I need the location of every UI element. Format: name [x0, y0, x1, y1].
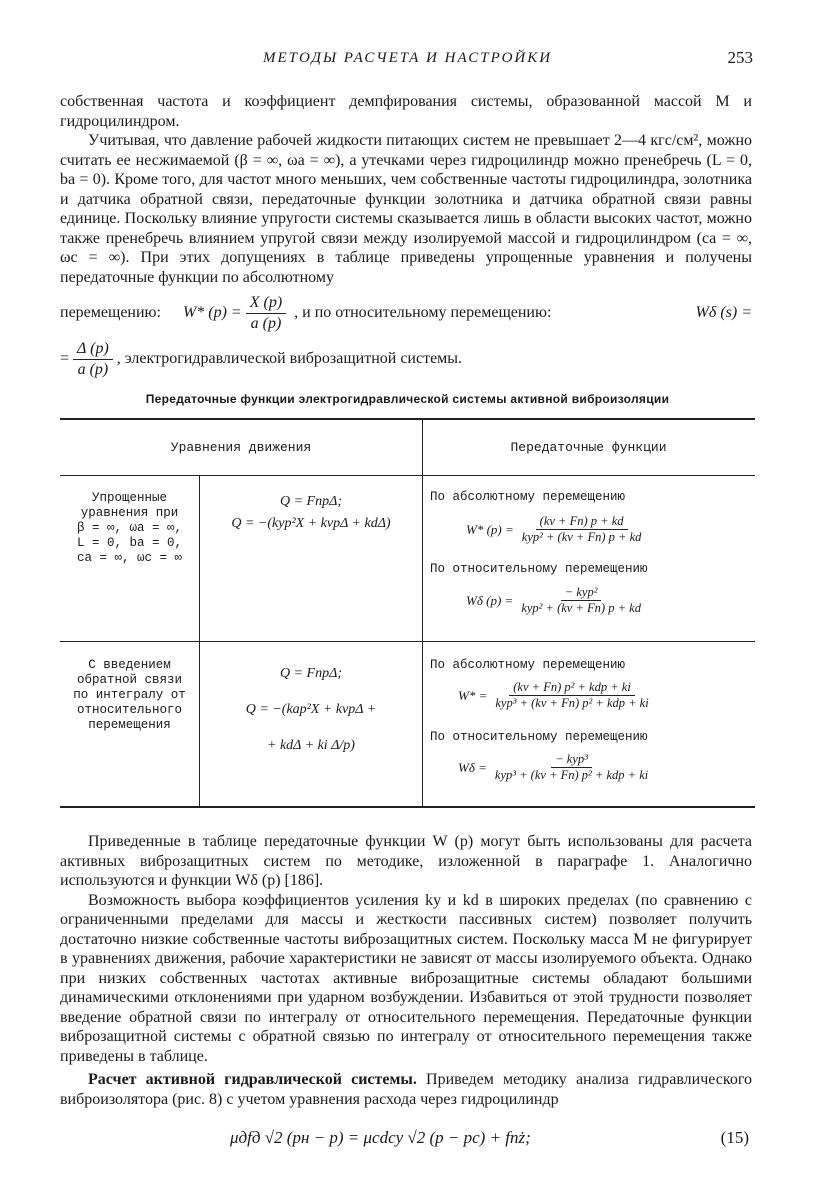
page-header: [60, 48, 755, 72]
tf-numerator: − kyp³: [551, 752, 592, 768]
intro-text: [60, 92, 752, 385]
cond-line: ca = ∞, ωc = ∞: [76, 551, 183, 565]
cond-line: перемещения: [88, 718, 171, 732]
cond-line: по интегралу от: [73, 688, 186, 702]
rel-equals: =: [60, 350, 70, 368]
col-divider-2: [422, 475, 423, 806]
row2-conditions: [60, 658, 199, 733]
cond-line: обратной связи: [76, 673, 183, 687]
row1-conditions: [60, 491, 199, 566]
equation-15: [60, 1124, 755, 1154]
cond-line: уравнения при: [80, 506, 179, 520]
intro-line: собственная частота и коэффициент демпфирования системы, образованной массой M и гидроцилиндром.: [60, 93, 752, 130]
cond-line: β = ∞, ωa = ∞,: [76, 521, 183, 535]
cond-line: С введением: [88, 658, 171, 672]
equation-15-number: (15): [720, 1128, 749, 1147]
row2-rel-formula: [458, 752, 656, 783]
tf-lhs: W* (p) =: [466, 521, 514, 537]
row1-abs-label: По абсолютному перемещению: [430, 490, 626, 504]
tf-numerator: (kv + Fп) p² + kdp + ki: [509, 680, 635, 696]
row2-rel-label: По относительному перемещению: [430, 730, 648, 744]
tf-denominator: kyp² + (kv + Fп) p + kd: [521, 530, 642, 544]
equation-15-formula: μдfд √2 (pн − p) = μcdcy √2 (p − pc) + fпż;: [230, 1128, 531, 1147]
section-heading: Расчет активной гидравлической системы.: [88, 1071, 417, 1088]
tf-lhs: Wδ (p) =: [466, 592, 514, 608]
tf-fraction: [517, 585, 645, 616]
paragraph-gain-selection: Возможность выбора коэффициентов усиления ky и kd в широких пределах (по сравнению с ограниченными пределами для массы и жесткости пассивных систем) позволяет получить достаточно низкие собственные частоты виброзащитных систем. Поскольку масса M не фигурирует в уравнениях движения, рабочие характеристики не зависят от массы изолируемого объекта. Однако при низких собственных частотах активные виброзащитные системы обладают большими динамическими отклонениями при ударном возбуждении. Избавиться от этой трудности позволяет введение обратной связи по интегралу от относительного перемещения. Передаточные функции виброзащитной системы с обратной связью по интегралу от относительного перемещения также приведены в таблице.: [60, 891, 752, 1065]
running-title: МЕТОДЫ РАСЧЕТА И НАСТРОЙКИ: [262, 50, 553, 66]
abs-fraction: [246, 293, 286, 333]
rel-denominator: a (p): [77, 360, 109, 378]
row2-abs-formula: [458, 680, 657, 711]
abs-mid: , и по относительному перемещению:: [294, 304, 552, 322]
row1-rel-formula: [466, 585, 649, 616]
equation: Q = −(kap²X + kvpΔ +: [245, 702, 377, 717]
table-row-divider: [60, 641, 755, 642]
rel-suffix: , электрогидравлической виброзащитной системы.: [116, 350, 463, 368]
table-bottom-rule: [60, 806, 755, 808]
rel-definition: [60, 339, 752, 379]
equation: Q = −(kyp²X + kvpΔ + kdΔ): [231, 516, 391, 531]
paragraph-hydraulic-calc: [60, 1070, 752, 1109]
row2-equations: [200, 656, 422, 764]
header-equations: Уравнения движения: [170, 440, 312, 455]
tf-fraction: [518, 514, 646, 545]
tf-lhs: W* =: [458, 687, 488, 703]
row1-rel-label: По относительному перемещению: [430, 562, 648, 576]
rel-fraction: [73, 339, 113, 379]
row1-equations: [200, 491, 422, 535]
abs-denominator: a (p): [250, 314, 282, 332]
tf-denominator: kyp² + (kv + Fп) p + kd: [521, 601, 641, 615]
page-number: 253: [727, 48, 753, 67]
tf-fraction: [491, 680, 652, 711]
tf-numerator: − kyp²: [561, 585, 602, 601]
cond-line: L = 0, ba = 0,: [76, 536, 183, 550]
row2-abs-label: По абсолютному перемещению: [430, 658, 626, 672]
transfer-definition: [60, 293, 752, 333]
header-transfer: Передаточные функции: [510, 440, 667, 455]
rel-numerator: Δ (p): [73, 339, 113, 360]
tf-denominator: kyp³ + (kv + Fп) p² + kdp + ki: [494, 768, 649, 782]
abs-numerator: X (p): [246, 293, 286, 314]
equation: + kdΔ + ki Δ/p): [267, 738, 355, 753]
equation: Q = FпpΔ;: [280, 494, 342, 509]
table-caption: Передаточные функции электрогидравлической системы активной виброизоляции: [145, 392, 670, 406]
tf-numerator: (kv + Fп) p + kd: [536, 514, 628, 530]
cond-line: относительного: [76, 703, 183, 717]
transfer-table: [60, 418, 755, 808]
table-top-rule: [60, 418, 755, 420]
paragraph-transfer-usage: Приведенные в таблице передаточные функции W (p) могут быть использованы для расчета активных виброзащитных систем по методике, изложенной в параграфе 1. Аналогично используются и функции Wδ (p) [186].: [60, 833, 752, 889]
tf-denominator: kyp³ + (kv + Fп) p² + kdp + ki: [495, 696, 649, 710]
abs-prefix: перемещению:: [60, 304, 161, 322]
tf-fraction: [491, 752, 652, 783]
abs-lhs: W* (p) =: [182, 304, 242, 322]
row1-abs-formula: [466, 514, 649, 545]
rel-lhs: Wδ (s) =: [695, 304, 752, 322]
table-header-rule: [60, 475, 755, 476]
section-text: Приведем методику анализа гидравлического виброизолятора (рис. 8) с учетом уравнения расхода через гидроцилиндр: [60, 1071, 753, 1108]
tf-lhs: Wδ =: [458, 759, 487, 775]
intro-paragraph: Учитывая, что давление рабочей жидкости питающих систем не превышает 2—4 кгс/см², можно считать ее несжимаемой (β = ∞, ωa = ∞), а утечками через гидроцилиндр можно пренебречь (L = 0, ba = 0). Кроме того, для частот много меньших, чем собственные частоты гидроцилиндра, золотника и датчика обратной связи, передаточные функции золотника и датчика обратной связи равны единице. Поскольку влияние упругости системы сказывается лишь в области высоких частот, можно также пренебречь влиянием упругой связи между изолируемой массой и гидроцилиндром (ca = ∞, ωc = ∞). При этих допущениях в таблице приведены упрощенные уравнения и получены передаточные функции по абсолютному: [60, 132, 752, 286]
equation: Q = FпpΔ;: [280, 666, 342, 681]
cond-line: Упрощенные: [91, 491, 167, 505]
after-table-text: [60, 832, 752, 1109]
